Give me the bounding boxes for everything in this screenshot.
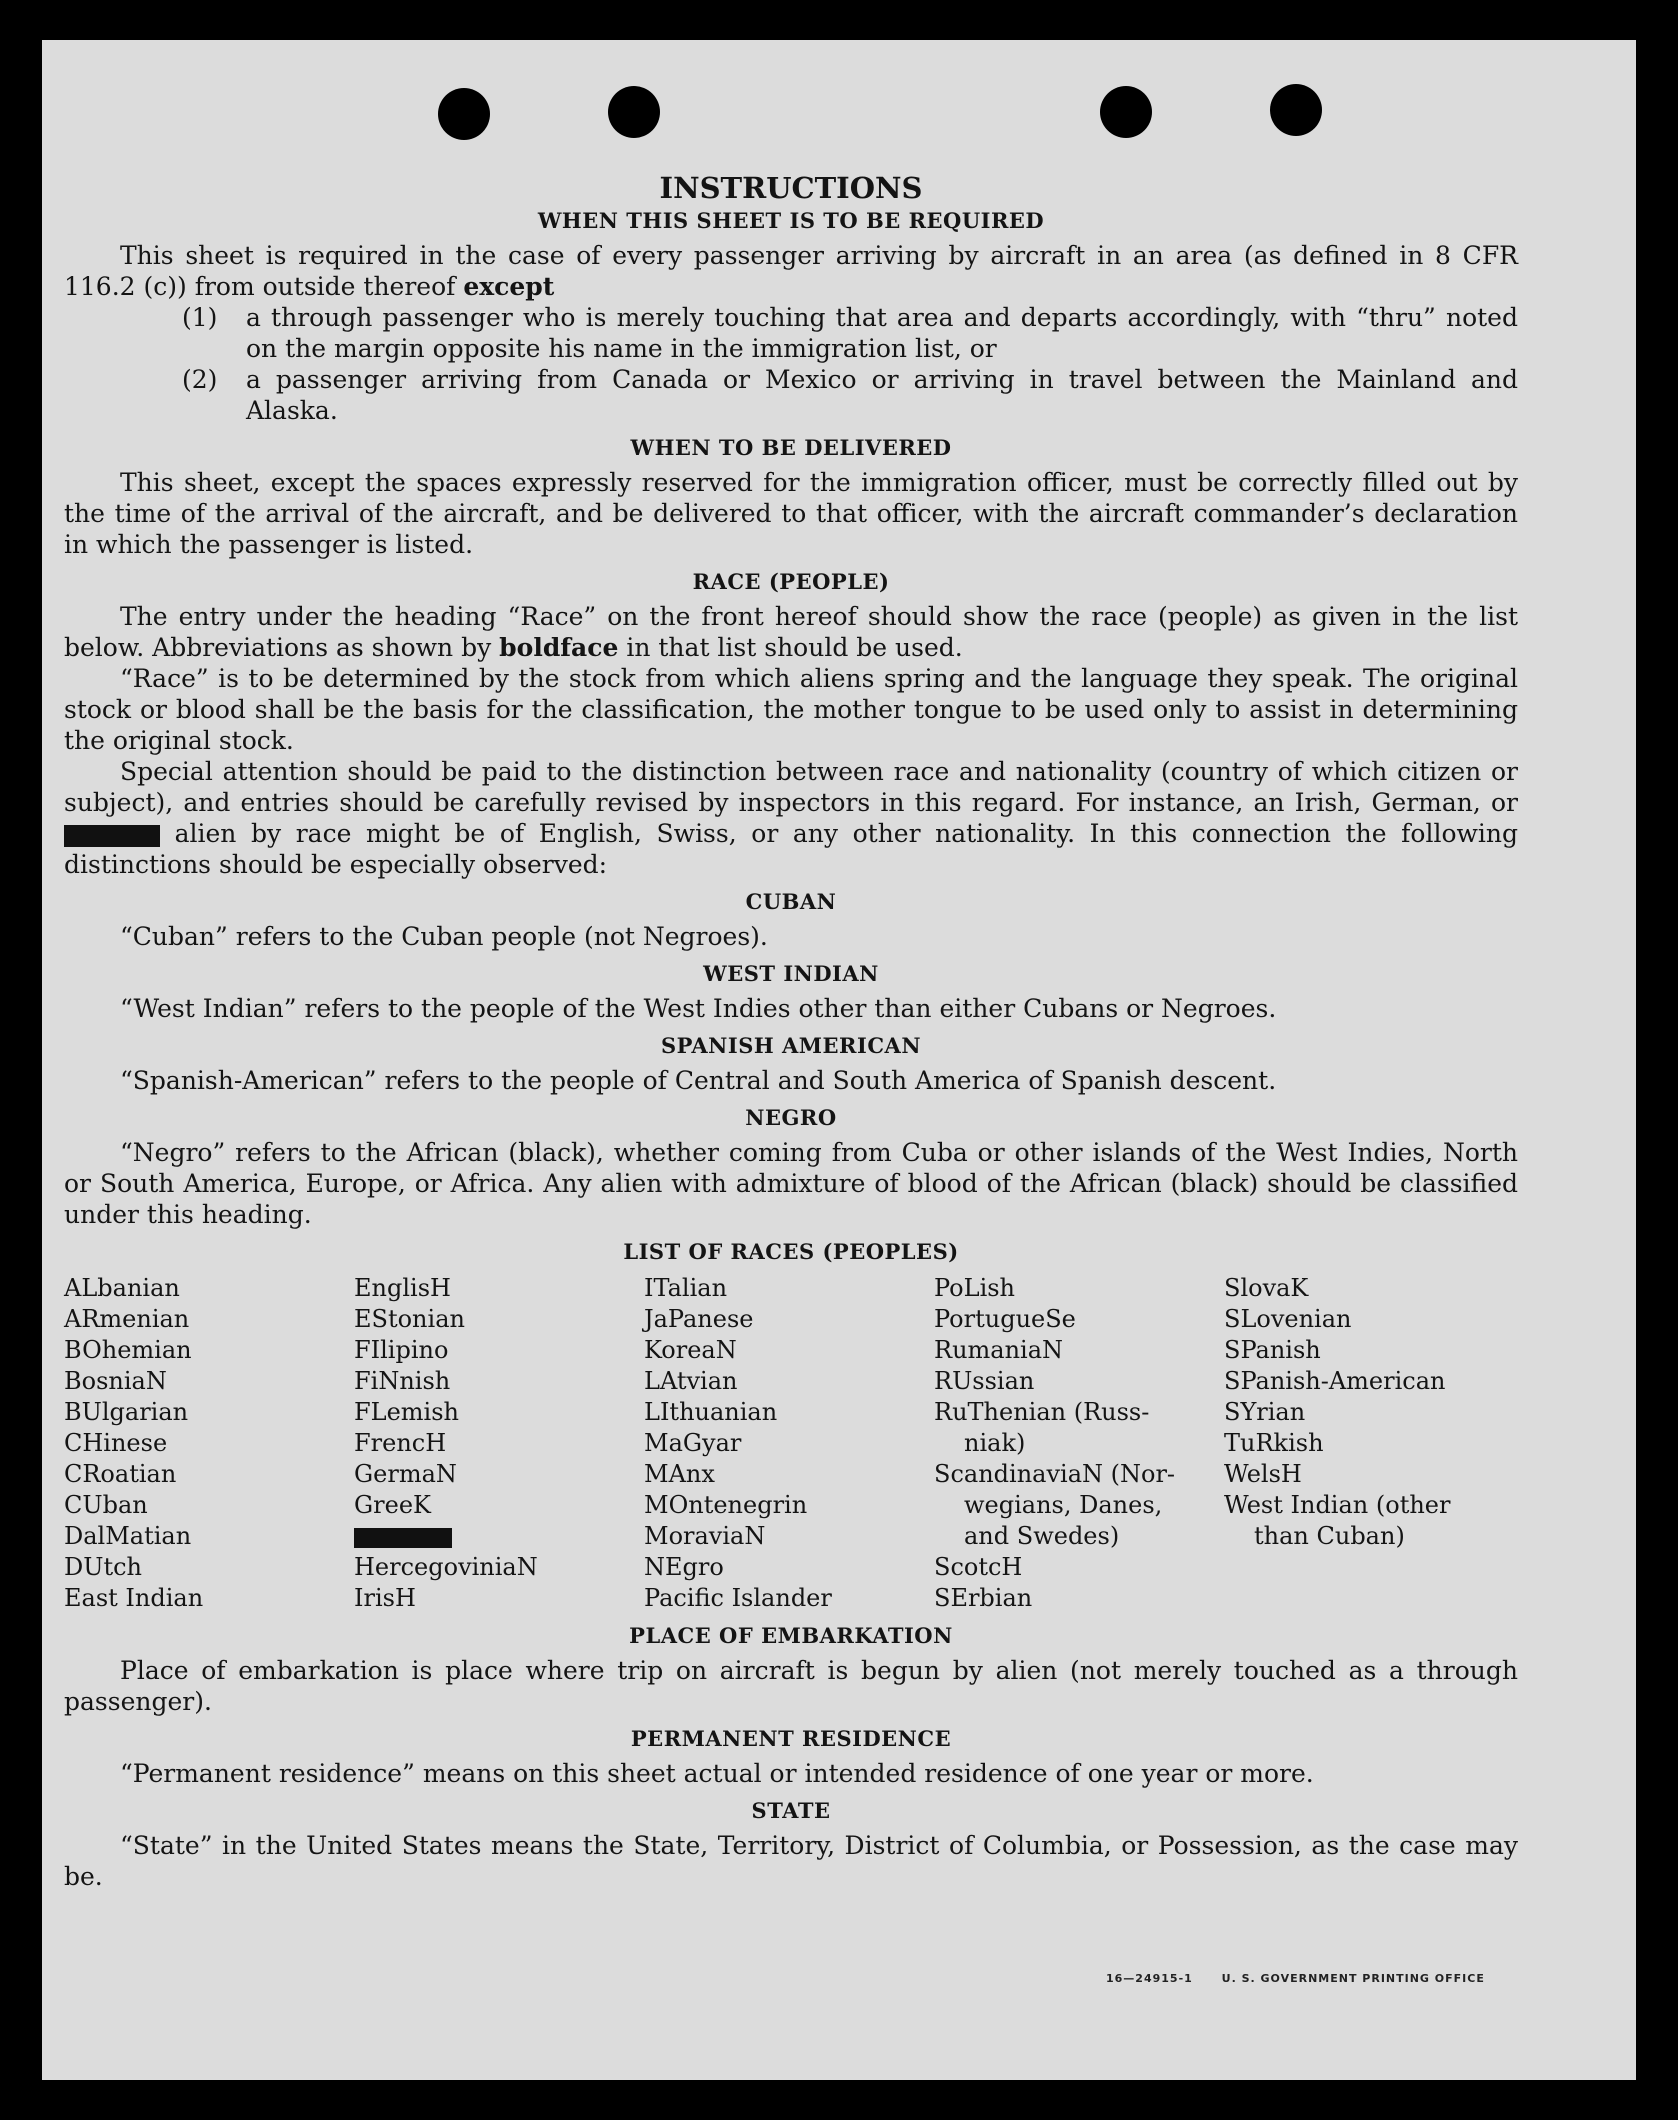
race-entry: JaPanese [644, 1305, 754, 1333]
race-entry: FLemish [354, 1398, 459, 1426]
races-column-2-bottom [354, 1552, 644, 1614]
race-entry-line: ScandinaviaN (Nor- [934, 1460, 1176, 1488]
races-list [64, 1273, 1518, 1614]
race-entry: TuRkish [1224, 1429, 1324, 1457]
race-p1-a: The entry under the heading “Race” on the front hereof should show the race (people) as given in the list below. Abbreviations as shown by [64, 602, 1518, 662]
race-entry: RUssian [934, 1367, 1035, 1395]
race-entry: HercegoviniaN [354, 1553, 538, 1581]
race-entry-line: and Swedes) [964, 1522, 1120, 1550]
races-column-5-top [1224, 1273, 1514, 1490]
race-entry: MAnx [644, 1460, 715, 1488]
race-entry: WelsH [1224, 1460, 1302, 1488]
heading-negro: NEGRO [745, 1105, 837, 1130]
race-entry: BUlgarian [64, 1398, 189, 1426]
race-entry-line: RuThenian (Russ- [934, 1398, 1150, 1426]
page-title: INSTRUCTIONS [659, 171, 923, 205]
race-paragraph-2: “Race” is to be determined by the stock from which aliens spring and the language they speak. The original stock or blood shall be the basis for the classification, the mother tongue to be used only to assist in determining the original stock. [64, 664, 1518, 755]
race-p3-b: alien by race might be of English, Swiss, or any other nationality. In this connection the following distinctions should be especially observed: [64, 819, 1518, 879]
race-entry: EStonian [354, 1305, 465, 1333]
race-entry: FiNnish [354, 1367, 451, 1395]
race-entry: East Indian [64, 1584, 204, 1612]
races-column-2 [354, 1273, 644, 1614]
punch-hole [608, 86, 660, 138]
race-entry: SlovaK [1224, 1274, 1309, 1302]
race-entry: BosniaN [64, 1367, 167, 1395]
race-entry: BOhemian [64, 1336, 192, 1364]
punch-hole [1100, 86, 1152, 138]
exception-text: a through passenger who is merely touching that area and departs accordingly, with “thru” noted on the margin opposite his name in the immigration list, or [246, 303, 1518, 363]
race-entry: ARmenian [64, 1305, 190, 1333]
race-entry: FrencH [354, 1429, 447, 1457]
race-entry: GreeK [354, 1491, 431, 1519]
race-entry: ScotcH [934, 1553, 1023, 1581]
race-entry: CRoatian [64, 1460, 177, 1488]
race-entry: LAtvian [644, 1367, 738, 1395]
race-entry: KoreaN [644, 1336, 737, 1364]
printer-imprint: U. S. GOVERNMENT PRINTING OFFICE [1221, 1972, 1485, 1985]
heading-residence: PERMANENT RESIDENCE [630, 1726, 952, 1751]
required-exceptions [182, 302, 1518, 426]
race-entry: Pacific Islander [644, 1584, 832, 1612]
heading-list-of-races: LIST OF RACES (PEOPLES) [623, 1239, 959, 1264]
race-entry: SErbian [934, 1584, 1033, 1612]
instructions-content [64, 170, 1518, 1892]
race-entry: MaGyar [644, 1429, 742, 1457]
state-text: “State” in the United States means the State, Territory, District of Columbia, or Possession, as the case may be. [64, 1831, 1518, 1891]
race-entry: FIlipino [354, 1336, 449, 1364]
races-column-2-top [354, 1273, 644, 1521]
race-entry-line: niak) [964, 1429, 1026, 1457]
form-code: 16—24915-1 [1106, 1972, 1193, 1985]
cuban-text: “Cuban” refers to the Cuban people (not Negroes). [120, 922, 768, 951]
embarkation-text: Place of embarkation is place where trip on aircraft is begun by alien (not merely touched as a through passenger). [64, 1656, 1518, 1716]
heading-west-indian: WEST INDIAN [703, 961, 879, 986]
heading-cuban: CUBAN [745, 889, 837, 914]
heading-race: RACE (PEOPLE) [692, 569, 890, 594]
race-paragraph-1 [64, 601, 1518, 663]
races-column-1 [64, 1273, 354, 1614]
race-p3-a: Special attention should be paid to the distinction between race and nationality (country of which citizen or subject), and entries should be carefully revised by inspectors in this regard. For instance, an Irish, German, or [64, 757, 1518, 817]
races-column-3 [644, 1273, 934, 1614]
redaction-mark [354, 1528, 452, 1548]
exception-text: a passenger arriving from Canada or Mexico or arriving in travel between the Mainland and Alaska. [246, 365, 1518, 425]
race-entry-west-indian [1224, 1490, 1514, 1552]
races-column-4 [934, 1273, 1224, 1614]
west-indian-text: “West Indian” refers to the people of the West Indies other than either Cubans or Negroes. [120, 994, 1277, 1023]
race-entry: SYrian [1224, 1398, 1306, 1426]
heading-spanish-american: SPANISH AMERICAN [660, 1033, 922, 1058]
footer-imprint [1106, 1972, 1509, 1985]
punch-hole [438, 88, 490, 140]
negro-text: “Negro” refers to the African (black), whether coming from Cuba or other islands of the West Indies, North or South America, Europe, or Africa. Any alien with admixture of blood of the African (black) should be classified under this heading. [64, 1138, 1518, 1229]
race-entry: DUtch [64, 1553, 143, 1581]
heading-embarkation: PLACE OF EMBARKATION [629, 1623, 953, 1648]
redaction-mark [64, 825, 160, 847]
race-entry: CUban [64, 1491, 148, 1519]
race-entry-ruthenian [934, 1397, 1224, 1459]
race-entry: GermaN [354, 1460, 457, 1488]
race-entry: MoraviaN [644, 1522, 766, 1550]
required-intro [64, 240, 1518, 302]
race-entry: RumaniaN [934, 1336, 1064, 1364]
exception-item [182, 364, 1518, 426]
race-entry: NEgro [644, 1553, 724, 1581]
document-sheet [42, 40, 1636, 2080]
race-entry: CHinese [64, 1429, 168, 1457]
delivered-text: This sheet, except the spaces expressly reserved for the immigration officer, must be correctly filled out by the time of the arrival of the aircraft, and be delivered to that officer, with the aircraft commander’s declaration in which the passenger is listed. [64, 468, 1518, 559]
race-p1-bold: boldface [499, 633, 619, 662]
race-entry: ITalian [644, 1274, 728, 1302]
race-entry-redacted [354, 1521, 644, 1552]
heading-delivered: WHEN TO BE DELIVERED [630, 435, 952, 460]
exception-item [182, 302, 1518, 364]
race-entry-line: West Indian (other [1224, 1491, 1451, 1519]
race-p1-b: in that list should be used. [626, 633, 963, 662]
punch-hole [1270, 84, 1322, 136]
race-entry: PortugueSe [934, 1305, 1076, 1333]
race-entry: EnglisH [354, 1274, 451, 1302]
race-entry: SPanish [1224, 1336, 1321, 1364]
race-entry: IrisH [354, 1584, 416, 1612]
race-entry: MOntenegrin [644, 1491, 808, 1519]
exception-number: (1) [182, 303, 218, 332]
race-entry-line: wegians, Danes, [964, 1491, 1163, 1519]
race-entry: ALbanian [64, 1274, 180, 1302]
race-paragraph-3 [64, 756, 1518, 880]
races-column-4-bottom [934, 1552, 1224, 1614]
heading-required: WHEN THIS SHEET IS TO BE REQUIRED [537, 208, 1045, 233]
race-entry-line: than Cuban) [1254, 1522, 1405, 1550]
spanish-american-text: “Spanish-American” refers to the people of Central and South America of Spanish descent. [120, 1066, 1277, 1095]
heading-state: STATE [751, 1798, 831, 1823]
race-entry: DalMatian [64, 1522, 192, 1550]
races-column-4-top [934, 1273, 1224, 1397]
race-entry-scandinavian [934, 1459, 1224, 1552]
races-column-5 [1224, 1273, 1514, 1614]
race-entry: SLovenian [1224, 1305, 1352, 1333]
required-intro-bold: except [463, 272, 555, 301]
exception-number: (2) [182, 365, 218, 394]
race-entry: SPanish-American [1224, 1367, 1446, 1395]
required-intro-text: This sheet is required in the case of every passenger arriving by aircraft in an area (as defined in 8 CFR 116.2 (c)) from outside thereof [64, 241, 1518, 301]
residence-text: “Permanent residence” means on this sheet actual or intended residence of one year or more. [120, 1759, 1314, 1788]
race-entry: LIthuanian [644, 1398, 778, 1426]
race-entry: PoLish [934, 1274, 1016, 1302]
